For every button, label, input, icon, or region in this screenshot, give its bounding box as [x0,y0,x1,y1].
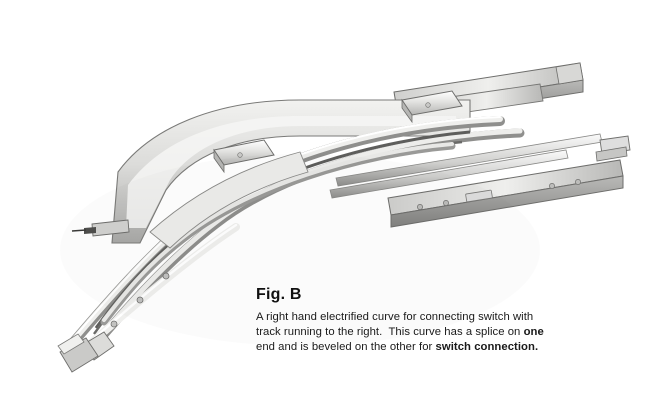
figure-label: Fig. B [256,286,302,303]
beveled-end [58,332,114,372]
caption-line-3: end and is beveled on the other for switch connection. [256,341,539,354]
caption-line-2: track running to the right. This curve has a splice on one [256,326,544,339]
caption-line-1: A right hand electrified curve for connecting switch with [256,311,534,323]
end-splice-right [596,136,630,161]
figure-caption-text [256,310,596,356]
figure-caption [256,286,596,356]
